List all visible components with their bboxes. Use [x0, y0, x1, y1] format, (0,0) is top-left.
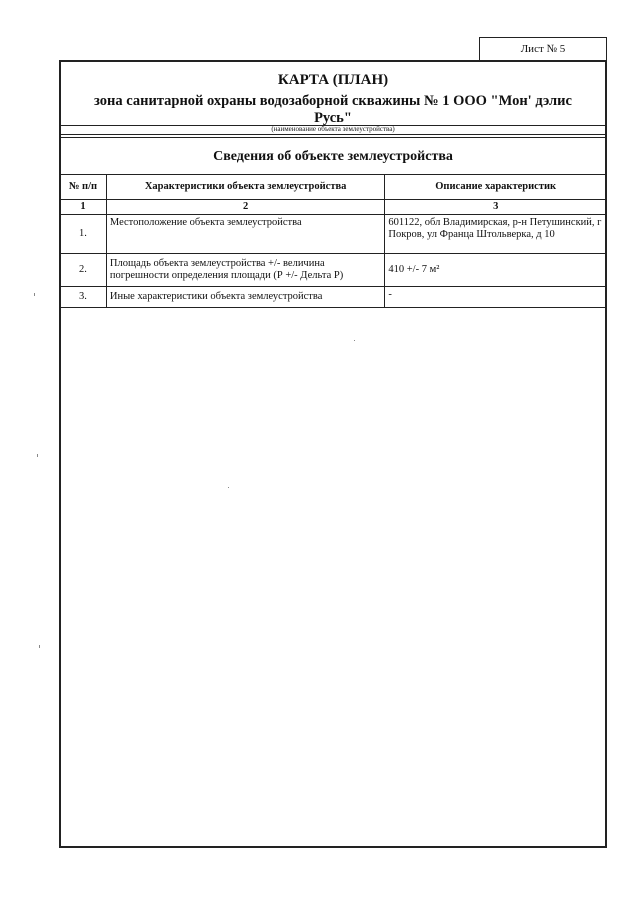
scan-speck [39, 645, 40, 648]
row-characteristic: Иные характеристики объекта землеустройства [106, 287, 384, 308]
row-description: 410 +/- 7 м² [385, 254, 607, 287]
table-row [60, 287, 607, 308]
row-characteristic: Местоположение объекта землеустройства [106, 215, 384, 254]
object-info-table [59, 174, 607, 308]
row-description: - [385, 287, 607, 308]
row-number: 1. [60, 215, 107, 254]
title-block [61, 62, 605, 131]
caption-divider [61, 134, 605, 135]
scan-speck [228, 487, 229, 488]
caption-divider-double [61, 137, 605, 138]
sheet-number: Лист № 5 [479, 37, 607, 61]
object-name [61, 93, 605, 127]
header-characteristic: Характеристики объекта землеустройства [106, 175, 384, 200]
object-name-line2: Русь" [314, 110, 352, 126]
column-number: 3 [385, 200, 607, 215]
scan-speck [34, 293, 35, 296]
column-number-row [60, 200, 607, 215]
row-characteristic: Площадь объекта землеустройства +/- величина погрешности определения площади (Р +/- Дельта Р) [106, 254, 384, 287]
column-number: 2 [106, 200, 384, 215]
table-row [60, 215, 607, 254]
scan-speck [37, 454, 38, 457]
table-header-row [60, 175, 607, 200]
document-frame [59, 60, 607, 848]
column-number: 1 [60, 200, 107, 215]
object-name-line1: зона санитарной охраны водозаборной скважины № 1 ООО "Мон' дэлис [94, 93, 572, 109]
object-name-caption: (наименование объекта землеустройства) [271, 125, 395, 133]
table-row [60, 254, 607, 287]
header-number: № п/п [60, 175, 107, 200]
row-number: 3. [60, 287, 107, 308]
header-description: Описание характеристик [385, 175, 607, 200]
map-title: КАРТА (ПЛАН) [277, 72, 389, 88]
row-description: 601122, обл Владимирская, р-н Петушинский, г Покров, ул Франца Штольверка, д 10 [385, 215, 607, 254]
scan-speck [354, 340, 355, 341]
row-number: 2. [60, 254, 107, 287]
section-title: Сведения об объекте землеустройства [213, 149, 453, 164]
